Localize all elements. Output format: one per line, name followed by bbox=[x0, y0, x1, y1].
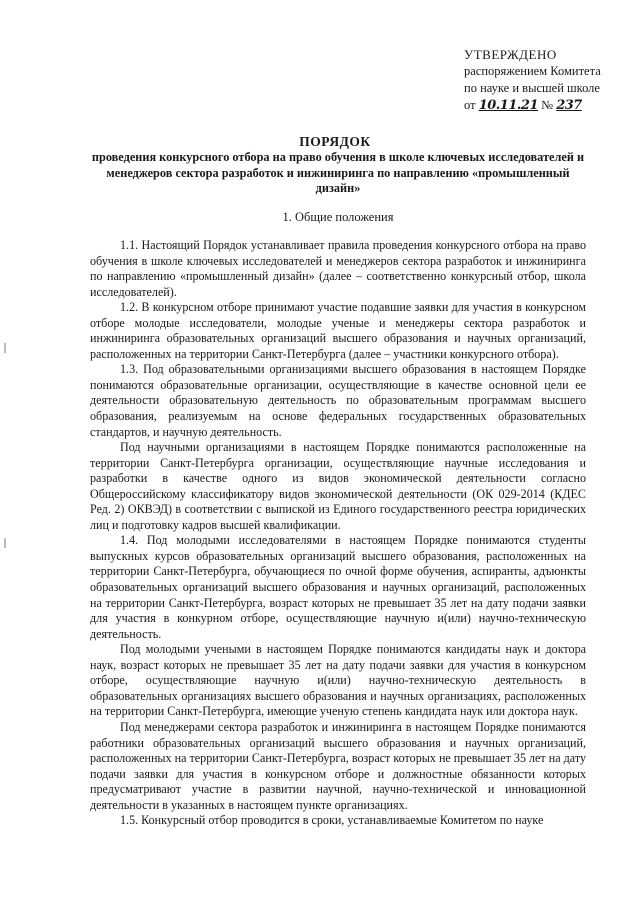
paragraph: 1.2. В конкурсном отборе принимают участие подавшие заявки для участия в конкурсном отборе молодые исследователи, молодые ученые и менеджеры сектора разработок и инжиниринга образовательных организаций высшего образования и научных организаций, расположенных на территории Санкт-Петербурга (далее – участники конкурсного отбора). bbox=[90, 300, 586, 361]
document-body bbox=[90, 238, 586, 829]
document-title: ПОРЯДОК bbox=[299, 134, 371, 149]
scan-artifact bbox=[4, 538, 6, 548]
paragraph: 1.4. Под молодыми исследователями в настоящем Порядке понимаются студенты выпускных курсов образовательных организаций высшего образования, расположенных на территории Санкт-Петербурга, обучающиеся по очной форме обучения, аспиранты, адъюнкты образовательных организаций высшего образования и научных организаций, расположенных на территории Санкт-Петербурга, возраст которых не превышает 35 лет на дату подачи заявки для участия в конкурном отборе, осуществляющие научную и(или) научно-техническую деятельность. bbox=[90, 533, 586, 641]
approval-date-row bbox=[464, 97, 624, 114]
approval-line: по науке и высшей школе bbox=[464, 81, 600, 95]
date-prefix: от bbox=[464, 98, 476, 112]
paragraph: 1.5. Конкурсный отбор проводится в сроки, устанавливаемые Комитетом по науке bbox=[120, 813, 544, 828]
handwritten-date: 10.11.21 bbox=[478, 98, 539, 113]
approval-stamp bbox=[464, 46, 624, 114]
section-heading: 1. Общие положения bbox=[282, 210, 394, 224]
approval-title: УТВЕРЖДЕНО bbox=[464, 47, 557, 62]
paragraph: 1.1. Настоящий Порядок устанавливает правила проведения конкурсного отбора на право обучения в школе ключевых исследователей и менеджеров сектора разработок и инжиниринга по направлению «промышленный дизайн» (далее – соответственно конкурсный отбор, школа исследователей). bbox=[90, 238, 586, 299]
scan-artifact bbox=[4, 343, 6, 353]
handwritten-number: 237 bbox=[556, 98, 582, 113]
paragraph: Под менеджерами сектора разработок и инжиниринга в настоящем Порядке понимаются работники образовательных организаций высшего образования и научных организаций, расположенных на территории Санкт-Петербурга, возраст которых не превышает 35 лет на дату подачи заявки для участия в конкурсном отборе и должностные обязанности которых предусматривают участие в развитии научной, научно-технической и инновационной деятельности в указанных в настоящем пункте организациях. bbox=[90, 719, 586, 812]
paragraph: Под молодыми учеными в настоящем Порядке понимаются кандидаты наук и доктора наук, возраст которых не превышает 35 лет на дату подачи заявки для участия в конкурсном отборе, осуществляющие научную и(или) научно-техническую деятельность в образовательных организациях высшего образования и научных организациях, расположенных на территории Санкт-Петербурга, имеющие ученую степень кандидата наук или доктора наук. bbox=[90, 642, 586, 719]
paragraph: 1.3. Под образовательными организациями высшего образования в настоящем Порядке понимаются образовательные организации, осуществляющие в качестве основной цели ее деятельности образовательную деятельность по образовательным программам высшего образования, реализуемым на основе федеральных государственных образовательных стандартов, и научную деятельность. bbox=[90, 362, 586, 439]
approval-line: распоряжением Комитета bbox=[464, 64, 601, 78]
paragraph: Под научными организациями в настоящем Порядке понимаются расположенные на территории Санкт-Петербурга организации, осуществляющие научные исследования и разработки в качестве одного из видов экономической деятельности согласно Общероссийскому классификатору видов экономической деятельности (ОК 029-2014 (КДЕС Ред. 2) ОКВЭД) в соответствии с выпиской из Единого государственного реестра юридических лиц и подготовку кадров высшей квалификации. bbox=[90, 440, 586, 532]
number-prefix: № bbox=[541, 98, 554, 112]
document-subtitle: проведения конкурсного отбора на право обучения в школе ключевых исследователей и менеджеров сектора разработок и инжиниринга по направлению «промышленный дизайн» bbox=[91, 150, 585, 195]
